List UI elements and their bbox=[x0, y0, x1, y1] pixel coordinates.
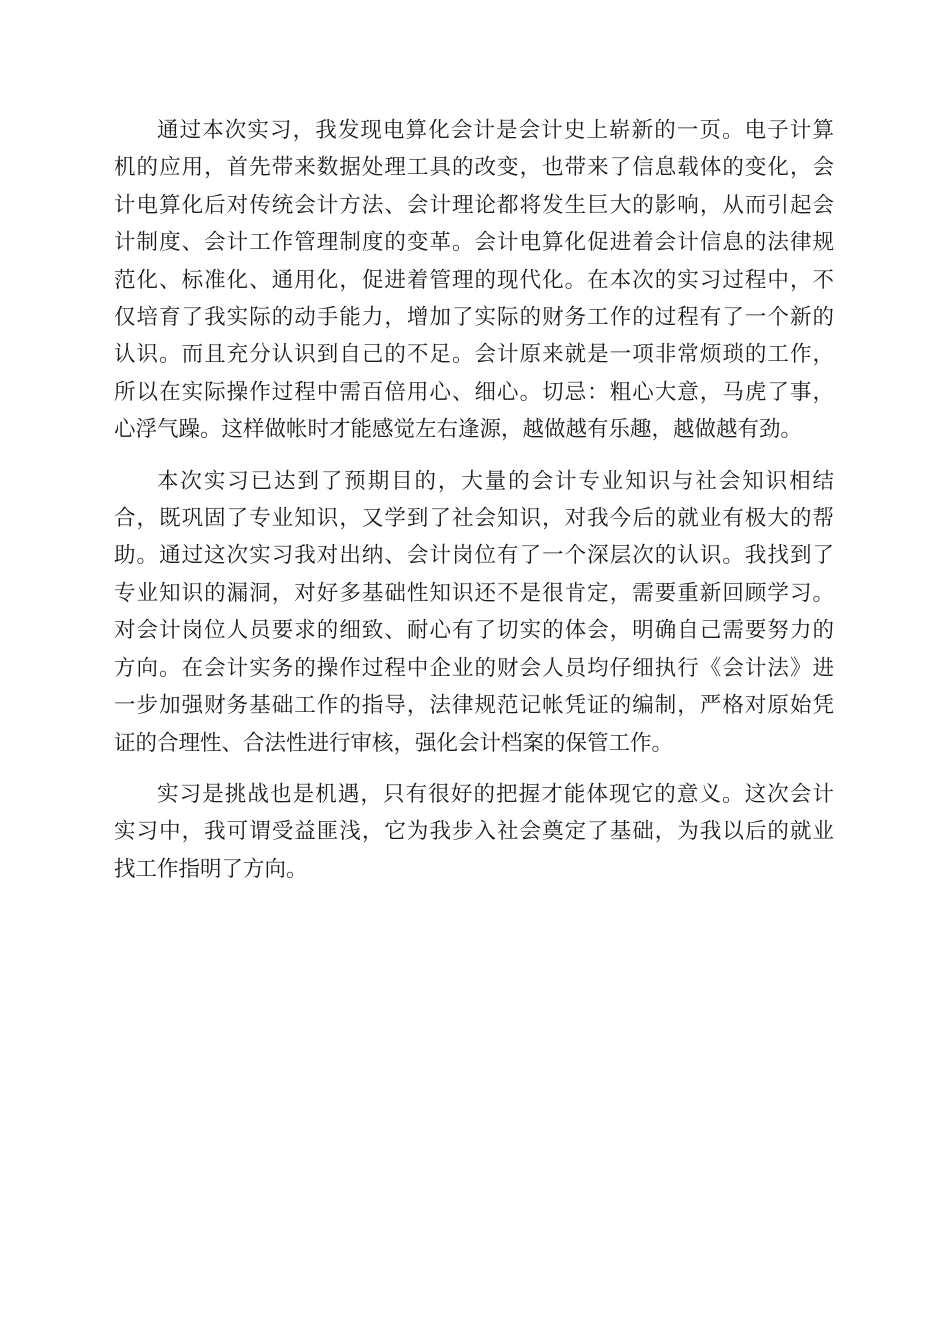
paragraph-line: 本次实习已达到了预期目的，大量的会计专业知识与社会知识相结 bbox=[157, 468, 834, 494]
paragraph-line: 实习是挑战也是机遇，只有很好的把握才能体现它的意义。这次会计 bbox=[157, 781, 834, 807]
paragraph-line: 机的应用，首先带来数据处理工具的改变，也带来了信息载体的变化，会 bbox=[114, 155, 834, 181]
paragraph-line: 计电算化后对传统会计方法、会计理论都将发生巨大的影响，从而引起会 bbox=[114, 192, 834, 218]
paragraph-1 bbox=[114, 112, 834, 449]
paragraph-2 bbox=[114, 463, 834, 762]
paragraph-3 bbox=[114, 776, 834, 888]
paragraph-line: 通过本次实习，我发现电算化会计是会计史上崭新的一页。电子计算 bbox=[157, 118, 834, 143]
document-body bbox=[114, 112, 834, 902]
paragraph-line: 对会计岗位人员要求的细致、耐心有了切实的体会，明确自己需要努力的 bbox=[114, 618, 834, 644]
paragraph-line: 仅培育了我实际的动手能力，增加了实际的财务工作的过程有了一个新的 bbox=[114, 305, 834, 331]
paragraph-line: 计制度、会计工作管理制度的变革。会计电算化促进着会计信息的法律规 bbox=[114, 230, 834, 256]
paragraph-line: 专业知识的漏洞，对好多基础性知识还不是很肯定，需要重新回顾学习。 bbox=[114, 580, 834, 606]
paragraph-line: 合，既巩固了专业知识，又学到了社会知识，对我今后的就业有极大的帮 bbox=[114, 506, 834, 532]
paragraph-line: 所以在实际操作过程中需百倍用心、细心。切忌：粗心大意，马虎了事， bbox=[114, 379, 834, 405]
paragraph-line: 方向。在会计实务的操作过程中企业的财会人员均仔细执行《会计法》进 bbox=[114, 655, 834, 681]
paragraph-line: 证的合理性、合法性进行审核，强化会计档案的保管工作。 bbox=[114, 730, 674, 756]
paragraph-line: 范化、标准化、通用化，促进着管理的现代化。在本次的实习过程中，不 bbox=[114, 267, 834, 293]
paragraph-line: 找工作指明了方向。 bbox=[114, 856, 308, 882]
paragraph-line: 心浮气躁。这样做帐时才能感觉左右逢源，越做越有乐趣，越做越有劲。 bbox=[114, 417, 803, 443]
paragraph-line: 助。通过这次实习我对出纳、会计岗位有了一个深层次的认识。我找到了 bbox=[114, 543, 834, 569]
paragraph-line: 一步加强财务基础工作的指导，法律规范记帐凭证的编制，严格对原始凭 bbox=[114, 693, 834, 719]
paragraph-line: 认识。而且充分认识到自己的不足。会计原来就是一项非常烦琐的工作， bbox=[114, 342, 834, 368]
paragraph-line: 实习中，我可谓受益匪浅，它为我步入社会奠定了基础，为我以后的就业 bbox=[114, 819, 834, 845]
